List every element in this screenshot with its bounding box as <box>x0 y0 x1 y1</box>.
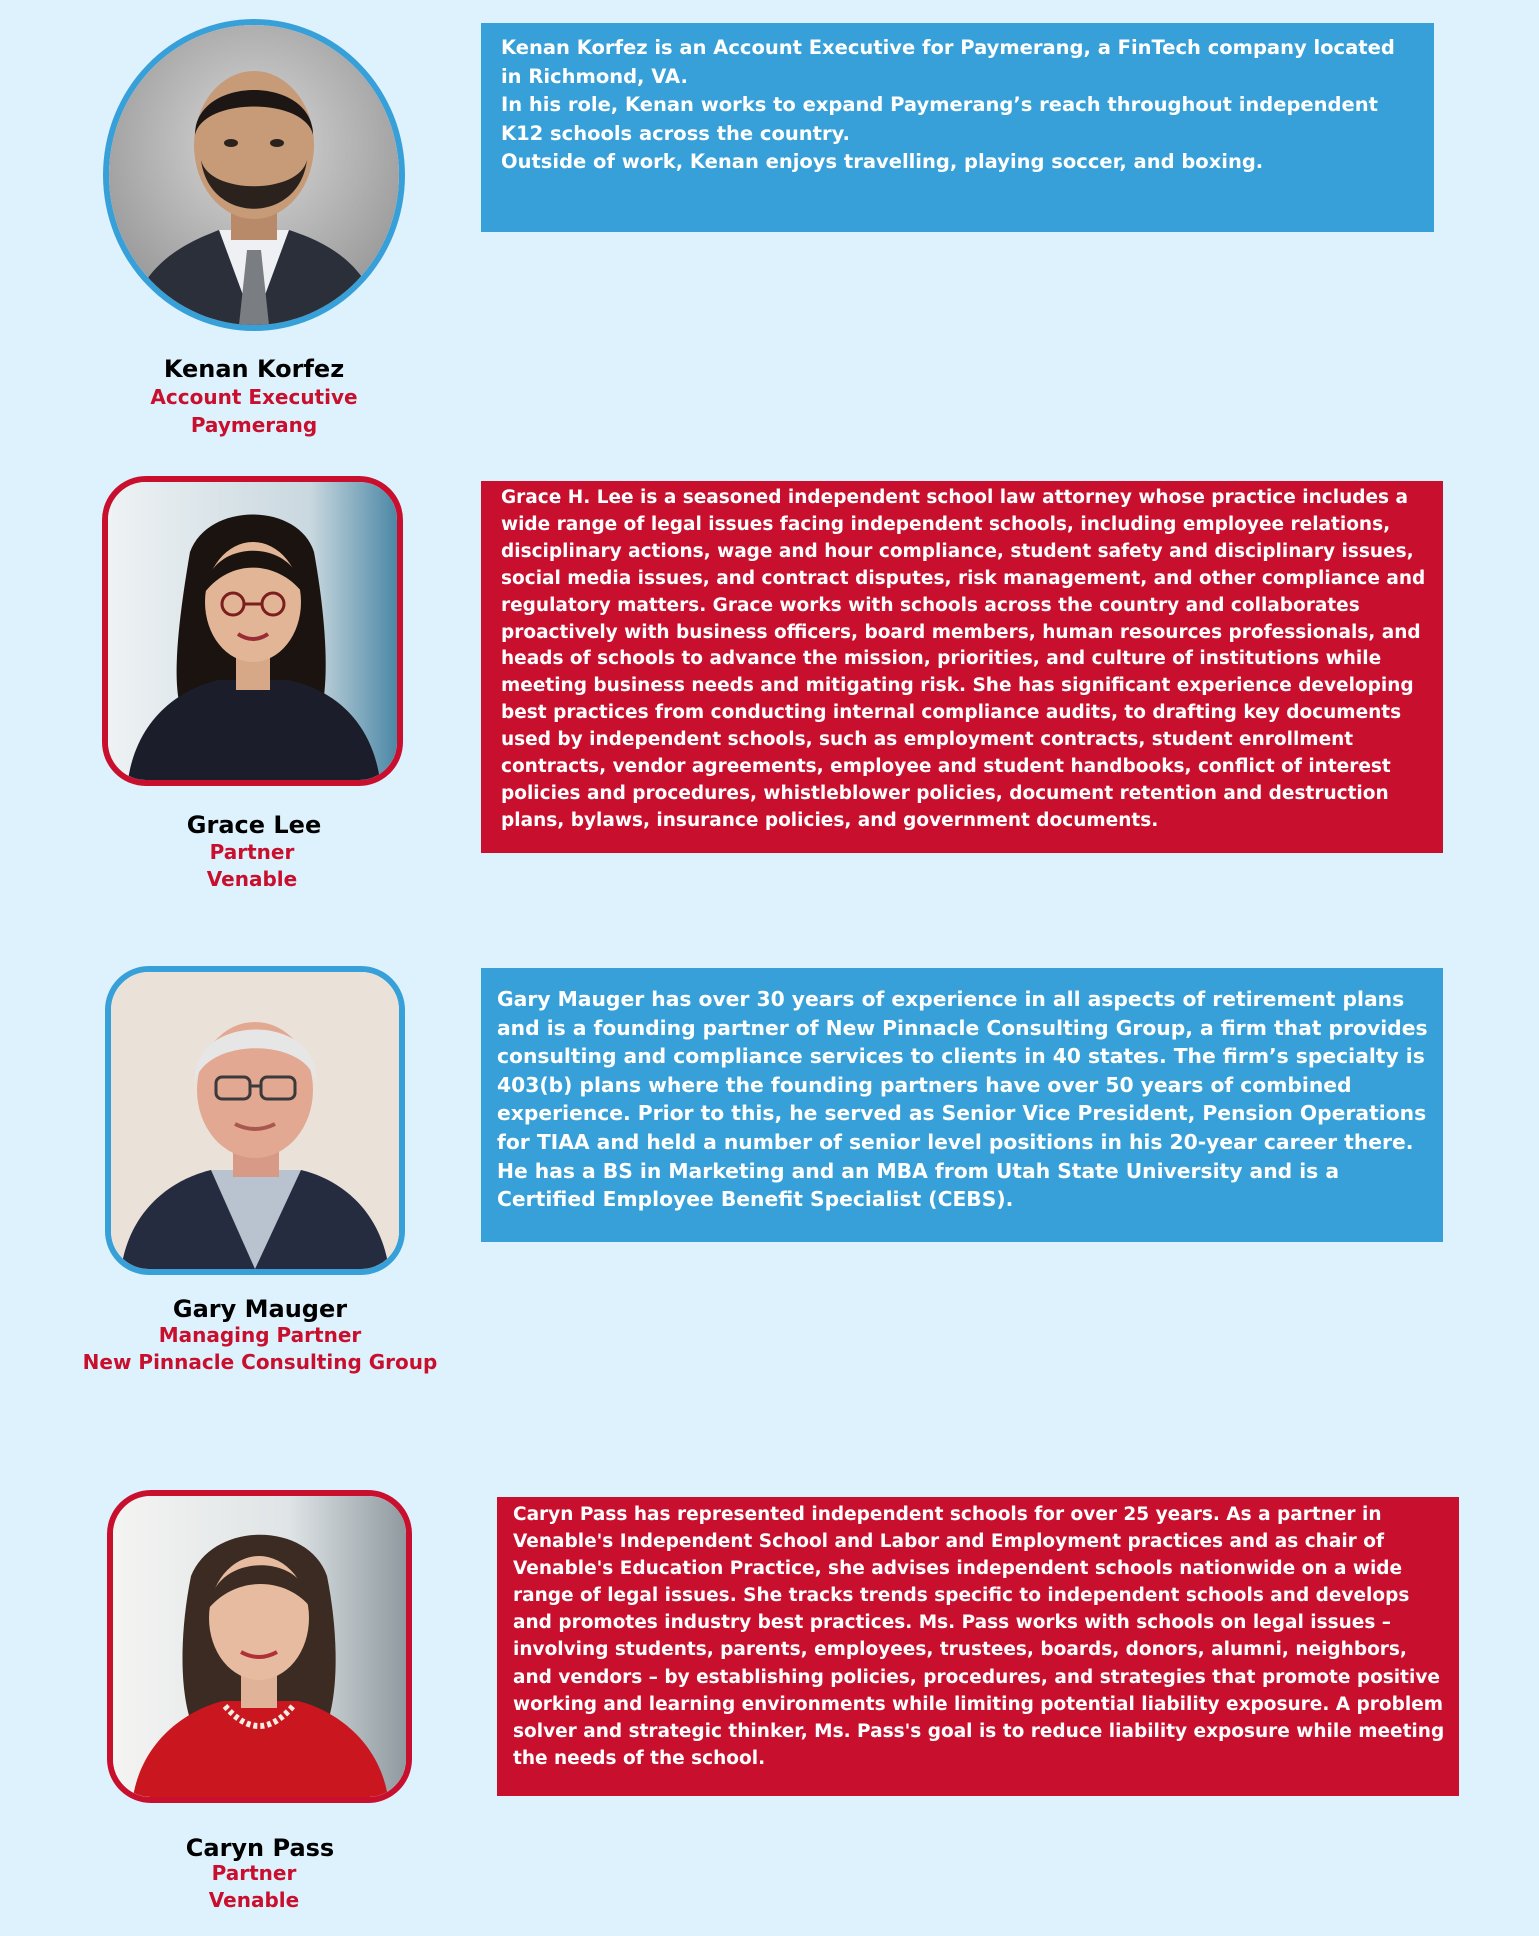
person-bio <box>481 968 1443 1242</box>
person-bio <box>481 481 1443 853</box>
person-name: Caryn Pass <box>185 1834 335 1862</box>
person-organization: New Pinnacle Consulting Group <box>82 1350 438 1374</box>
grace-lee-photo <box>102 476 403 786</box>
person-bio <box>481 23 1434 232</box>
person-bio <box>497 1497 1459 1796</box>
person-role: Managing Partner <box>158 1323 362 1347</box>
person-organization: Paymerang <box>190 413 318 437</box>
portrait-photo <box>108 482 397 780</box>
person-name: Kenan Korfez <box>163 355 345 383</box>
person-role: Partner <box>211 1861 297 1885</box>
person-name: Grace Lee <box>186 811 322 839</box>
bio-paragraph: Gary Mauger has over 30 years of experience in all aspects of retirement plans and is a founding partner of New Pinnacle Consulting Group, a firm that provides consulting and compliance services to clients in 40 states. The firm’s specialty is 403(b) plans where the founding partners have over 50 years of combined experience. Prior to this, he served as Senior Vice President, Pension Operations for TIAA and held a number of senior level positions in his 20-year career there. He has a BS in Marketing and an MBA from Utah State University and is a Certified Employee Benefit Specialist (CEBS). <box>497 987 1428 1212</box>
person-role: Account Executive <box>150 385 358 409</box>
bio-paragraph: Outside of work, Kenan enjoys travelling, playing soccer, and boxing. <box>501 150 1264 173</box>
person-name: Gary Mauger <box>172 1295 348 1323</box>
bio-paragraph: Grace H. Lee is a seasoned independent school law attorney whose practice includes a wide range of legal issues facing independent schools, including employee relations, disciplinary actions, wage and hour compliance, student safety and disciplinary issues, social media issues, and contract disputes, risk management, and other compliance and regulatory matters. Grace works with schools across the country and collaborates proactively with business officers, board members, human resources professionals, and heads of schools to advance the mission, priorities, and culture of institutions while meeting business needs and mitigating risk. She has significant experience developing best practices from conducting internal compliance audits, to drafting key documents used by independent schools, such as employment contracts, student enrollment contracts, vendor agreements, employee and student handbooks, conflict of interest policies and procedures, whistleblower policies, document retention and destruction plans, bylaws, insurance policies, and government documents. <box>501 487 1426 831</box>
portrait-photo <box>111 972 399 1269</box>
portrait-photo <box>113 1496 406 1797</box>
person-role: Partner <box>209 840 295 864</box>
gary-mauger-photo <box>105 966 405 1275</box>
kenan-korfez-photo <box>103 19 405 331</box>
portrait-photo <box>109 25 399 325</box>
person-organization: Venable <box>206 867 298 891</box>
bio-paragraph: In his role, Kenan works to expand Paymerang’s reach throughout independent K12 schools across the country. <box>501 93 1378 145</box>
bio-paragraph: Kenan Korfez is an Account Executive for Paymerang, a FinTech company located in Richmond, VA. <box>501 36 1395 88</box>
caryn-pass-photo <box>107 1490 412 1803</box>
bio-paragraph: Caryn Pass has represented independent schools for over 25 years. As a partner in Venable's Independent School and Labor and Employment practices and as chair of Venable's Education Practice, she advises independent schools nationwide on a wide range of legal issues. She tracks trends specific to independent schools and develops and promotes industry best practices. Ms. Pass works with schools on legal issues – involving students, parents, employees, trustees, boards, donors, alumni, neighbors, and vendors – by establishing policies, procedures, and strategies that promote positive working and learning environments while limiting potential liability exposure. A problem solver and strategic thinker, Ms. Pass's goal is to reduce liability exposure while meeting the needs of the school. <box>513 1504 1445 1769</box>
person-organization: Venable <box>208 1888 300 1912</box>
